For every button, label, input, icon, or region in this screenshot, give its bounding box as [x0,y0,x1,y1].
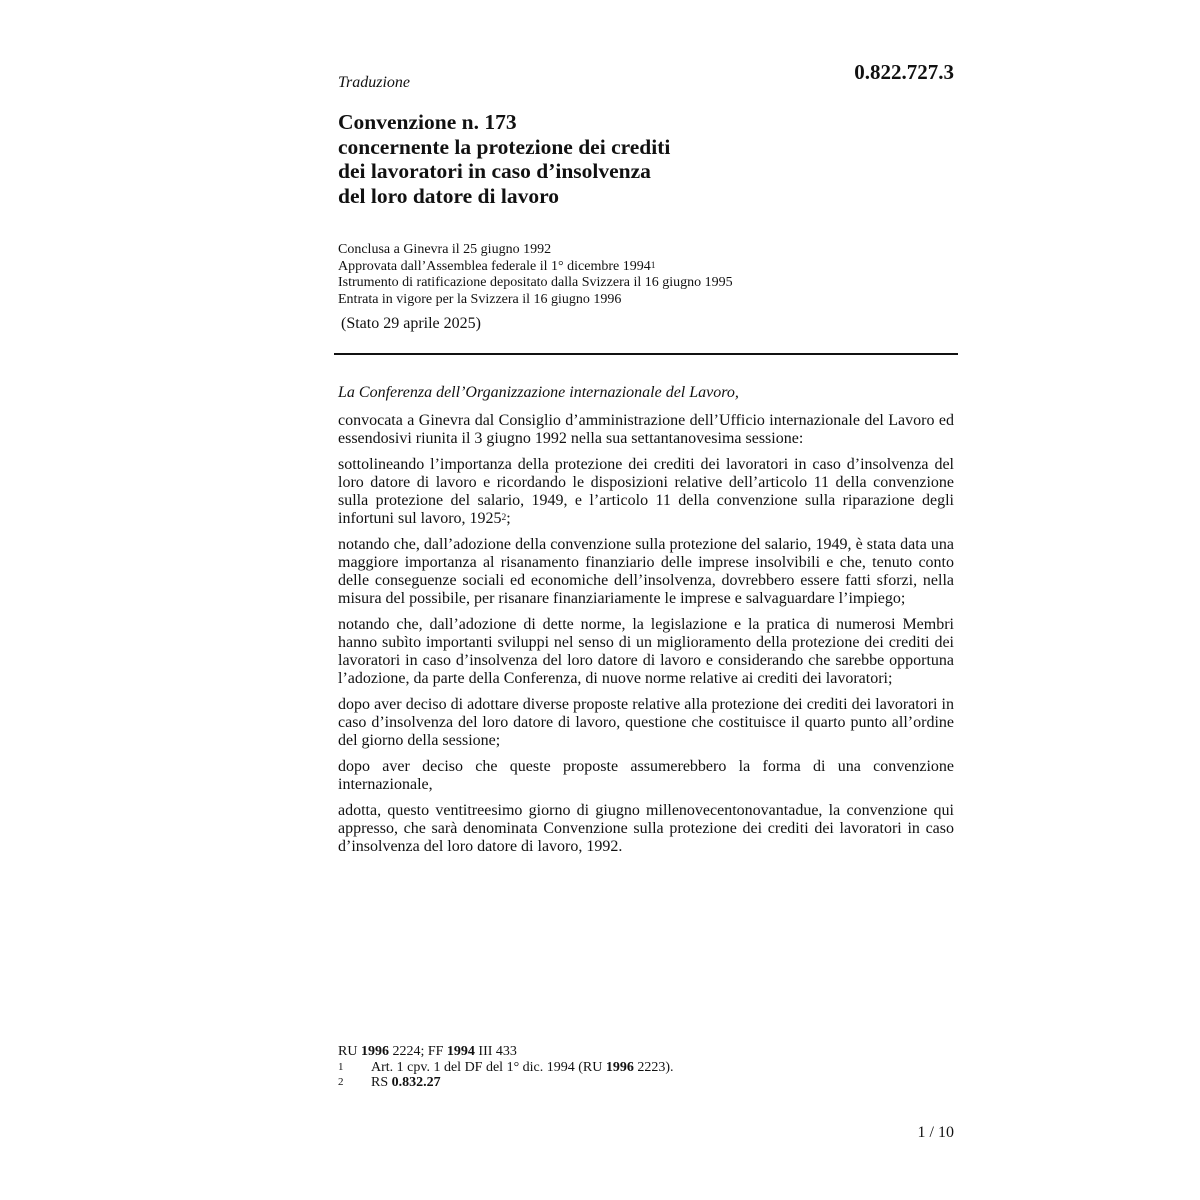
footnotes [338,1044,954,1091]
preamble-paragraph: notando che, dall’adozione di dette norme, la legislazione e la pratica di numerosi Membri hanno subìto importanti sviluppi nel senso di un miglioramento della protezione dei crediti dei lavoratori in caso d’insolvenza del loro datore di lavoro e considerando che sarebbe opportuna l’adozione, da parte della Conferenza, di nuove norme relative ai crediti dei lavoratori; [338,616,954,687]
approved-line [338,259,733,276]
ru-year: 1996 [360,1044,389,1059]
preamble-paragraph: adotta, questo ventitreesimo giorno di giugno millenovecentonovantadue, la convenzione qui appresso, che sarà denominata Convenzione sulla protezione dei crediti dei lavoratori in caso d’insolvenza del loro datore di lavoro, 1992. [338,802,954,855]
footnote-text [371,1075,441,1091]
preamble-paragraph: dopo aver deciso che queste proposte assumerebbero la forma di una convenzione internazionale, [338,758,954,793]
ff-ref: III 433 [478,1044,517,1059]
preamble [338,384,954,864]
header-divider [334,353,958,355]
preamble-paragraph [338,456,954,528]
page-number: 1 / 10 [917,1124,954,1141]
footnote-ref-1[interactable]: 1 [650,260,656,271]
title-line: concernente la protezione dei crediti [338,134,671,159]
preamble-paragraph: convocata a Ginevra dal Consiglio d’amministrazione dell’Ufficio internazionale del Lavoro ed essendosivi riunita il 3 giugno 1992 nella sua settantanovesima sessione: [338,412,954,447]
translation-label: Traduzione [338,74,411,91]
paragraph-text: sottolineando l’importanza della protezione dei crediti dei lavoratori in caso d’insolvenza del loro datore di lavoro e ricordando le disposizioni relative dell’articolo 11 della convenzione sulla protezione del salario, 1949, e l’articolo 11 della convenzione sulla riparazione degli infortuni sul lavoro, 1925 [338,456,954,527]
sr-number: 0.822.727.3 [854,60,954,84]
preamble-intro: La Conferenza dell’Organizzazione internazionale del Lavoro, [338,384,739,401]
footnote-year: 1996 [605,1059,634,1075]
concluded-date: Conclusa a Ginevra il 25 giugno 1992 [338,242,552,257]
footnote-ref-2[interactable]: 2 [501,513,507,523]
footnote-text-part: Art. 1 cpv. 1 del DF del 1° dic. 1994 (RU [371,1059,603,1075]
footnote-text-part: 2223). [637,1059,674,1075]
approved-date: Approvata dall’Assemblea federale il 1° dicembre 1994 [338,258,651,274]
footnote-text [371,1060,674,1076]
ff-year: 1994 [446,1044,475,1059]
footnote-1 [338,1060,954,1076]
document-title [338,110,898,208]
sr-reference-link[interactable]: 0.832.27 [391,1075,441,1090]
ru-prefix: RU [338,1044,358,1059]
footnote-2 [338,1075,954,1091]
ratification-date: Istrumento di ratificazione depositato dalla Svizzera il 16 giugno 1995 [338,275,733,290]
title-line: Convenzione n. 173 [338,110,517,134]
entry-into-force-date: Entrata in vigore per la Svizzera il 16 giugno 1996 [338,291,622,307]
footnote-text-part: RS [371,1075,389,1090]
footnote-number: 2 [338,1076,344,1088]
footnote-number: 1 [338,1060,344,1073]
preamble-paragraph: dopo aver deciso di adottare diverse proposte relative alla protezione dei crediti dei lavoratori in caso d’insolvenza del loro datore di lavoro, questione che costituisce il quarto punto all’ordine del giorno della sessione; [338,696,954,749]
title-line: dei lavoratori in caso d’insolvenza [338,159,651,183]
title-line: del loro datore di lavoro [338,183,559,208]
treaty-metadata [338,242,733,308]
ru-page: 2224; FF [392,1044,444,1059]
status-date: (Stato 29 aprile 2025) [341,315,481,332]
source-reference [338,1044,954,1060]
paragraph-end: ; [506,510,511,527]
preamble-paragraph: notando che, dall’adozione della convenzione sulla protezione del salario, 1949, è stata data una maggiore importanza al risanamento finanziario delle imprese insolvibili e che, tenuto conto delle conseguenze sociali ed economiche dell’insolvenza, dovrebbero essere fatti sforzi, nella misura del possibile, per risanare finanziariamente le imprese e salvaguardare l’impiego; [338,536,954,607]
